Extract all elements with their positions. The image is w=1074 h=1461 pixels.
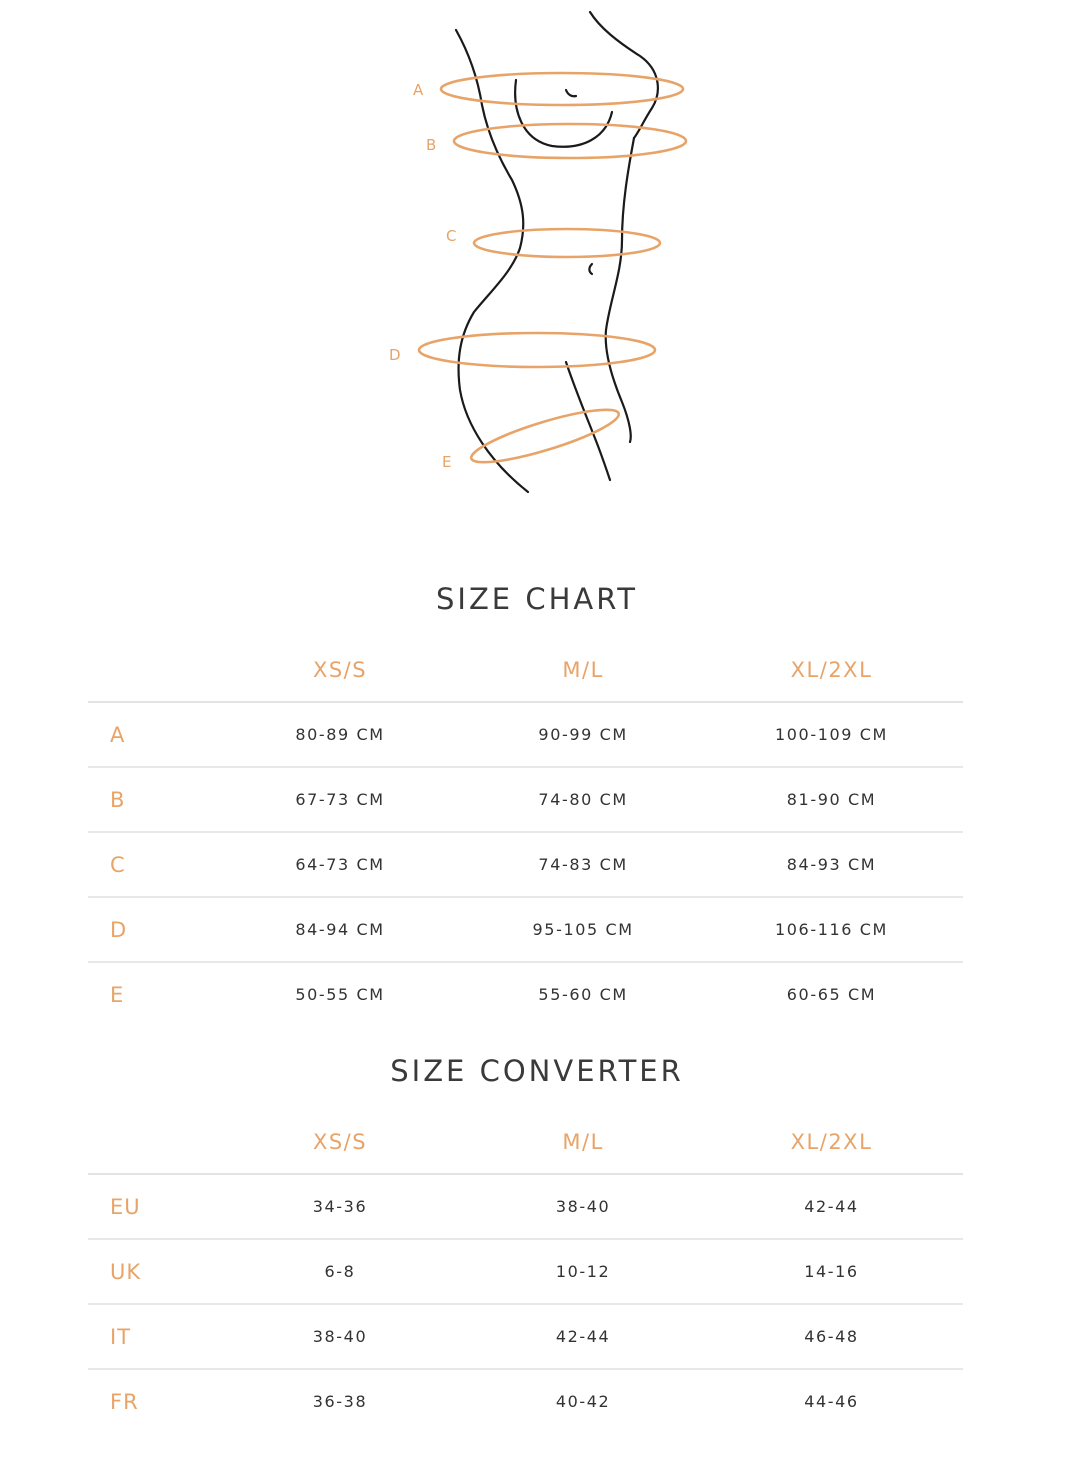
cell-value: 100-109 CM — [700, 702, 963, 767]
measure-label-d: D — [389, 346, 401, 364]
measure-label-a: A — [413, 81, 424, 99]
table-row — [88, 767, 963, 832]
body-measurement-figure — [380, 8, 700, 500]
cell-value: 55-60 CM — [538, 985, 628, 1004]
cell-value: 10-12 — [466, 1239, 700, 1304]
cell-value: 95-105 CM — [466, 897, 700, 962]
cell-value: 106-116 CM — [700, 897, 963, 962]
column-header-m-l: M/L — [466, 639, 700, 702]
table-row — [88, 897, 963, 962]
column-header-xl-2xl: XL/2XL — [700, 1111, 963, 1174]
table-row — [88, 1174, 963, 1239]
cell-value: 42-44 — [466, 1304, 700, 1369]
column-header-m-l: M/L — [466, 1111, 700, 1174]
size-chart-header-row — [88, 639, 963, 702]
size-chart-table — [88, 639, 963, 1026]
measure-label-e: E — [442, 453, 452, 471]
measure-label-b: B — [426, 136, 437, 154]
column-header-xs-s: XS/S — [214, 1111, 467, 1174]
table-row — [88, 832, 963, 897]
measure-ring-e — [467, 400, 622, 472]
row-label: IT — [88, 1304, 214, 1369]
row-label: UK — [88, 1239, 214, 1304]
cell-value: 50-55 CM — [295, 985, 385, 1004]
cell-value: 36-38 — [312, 1392, 368, 1411]
cell-value: 84-93 CM — [700, 832, 963, 897]
header-corner — [88, 639, 214, 702]
size-converter-header-row — [88, 1111, 963, 1174]
cell-value: 84-94 CM — [214, 897, 467, 962]
cell-value: 42-44 — [700, 1174, 963, 1239]
size-chart-title: SIZE CHART — [435, 582, 639, 616]
cell-value: 6-8 — [214, 1239, 467, 1304]
measure-ring-c — [474, 229, 660, 257]
cell-value: 74-83 CM — [466, 832, 700, 897]
cell-value: 38-40 — [214, 1304, 467, 1369]
cell-value: 60-65 CM — [786, 985, 877, 1004]
measure-ring-a — [441, 73, 683, 105]
table-row — [88, 1304, 963, 1369]
cell-value: 14-16 — [700, 1239, 963, 1304]
row-label: B — [88, 767, 214, 832]
cell-value: 90-99 CM — [466, 702, 700, 767]
cell-value: 38-40 — [466, 1174, 700, 1239]
column-header-xs-s: XS/S — [214, 639, 467, 702]
cell-value: 81-90 CM — [700, 767, 963, 832]
measure-ring-b — [454, 124, 686, 158]
table-row — [88, 1239, 963, 1304]
column-header-xl-2xl: XL/2XL — [700, 639, 963, 702]
table-row — [88, 1369, 963, 1433]
cell-value: 67-73 CM — [214, 767, 467, 832]
row-label: A — [88, 702, 214, 767]
cell-value: 46-48 — [700, 1304, 963, 1369]
cell-value: 64-73 CM — [214, 832, 467, 897]
row-label: FR — [110, 1389, 139, 1414]
header-corner — [88, 1111, 214, 1174]
size-converter-title: SIZE CONVERTER — [390, 1054, 684, 1088]
size-converter-table — [88, 1111, 963, 1433]
cell-value: 44-46 — [804, 1392, 859, 1411]
table-row — [88, 962, 963, 1026]
cell-value: 74-80 CM — [466, 767, 700, 832]
table-row — [88, 702, 963, 767]
row-label: E — [110, 982, 125, 1007]
row-label: D — [88, 897, 214, 962]
row-label: C — [88, 832, 214, 897]
cell-value: 40-42 — [555, 1392, 611, 1411]
measure-label-c: C — [446, 227, 457, 245]
row-label: EU — [88, 1174, 214, 1239]
cell-value: 80-89 CM — [214, 702, 467, 767]
measure-ring-d — [419, 333, 655, 367]
body-outline-illustration — [380, 8, 700, 500]
cell-value: 34-36 — [214, 1174, 467, 1239]
